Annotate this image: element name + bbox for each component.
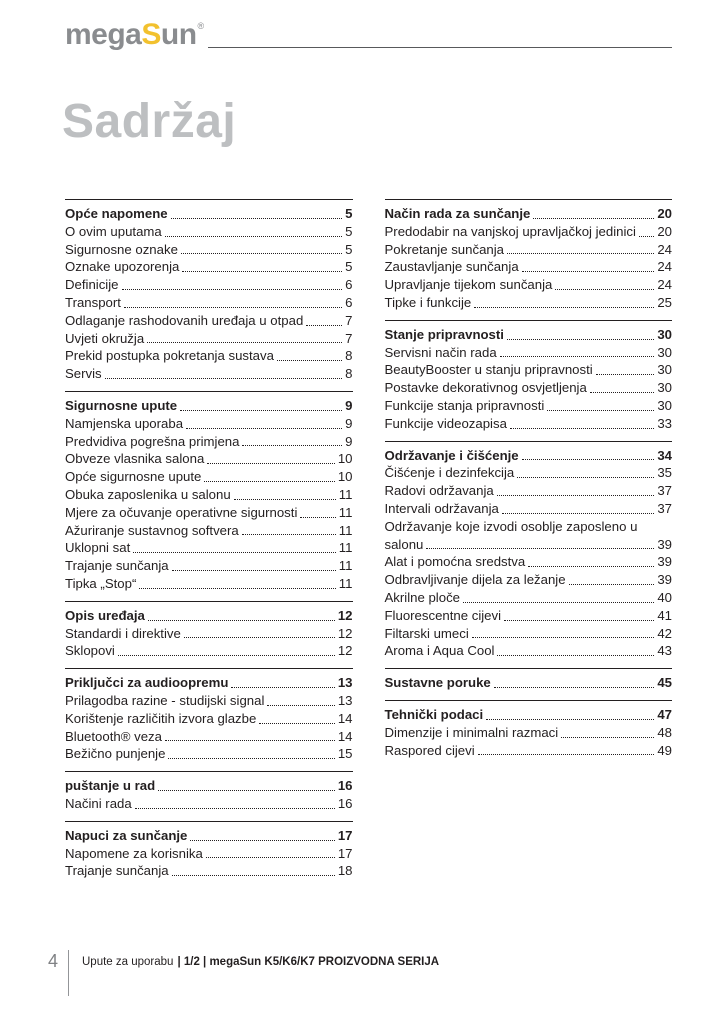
toc-column-right bbox=[385, 199, 673, 888]
toc-page-number: 5 bbox=[345, 206, 353, 221]
toc-entry-label: Definicije bbox=[65, 277, 119, 293]
toc-entry bbox=[385, 625, 673, 643]
dot-leader bbox=[522, 459, 655, 460]
toc-page-number: 12 bbox=[337, 643, 353, 659]
toc-entry-label: Transport bbox=[65, 294, 121, 310]
toc-page-number: 11 bbox=[338, 486, 353, 502]
toc-entry bbox=[385, 361, 673, 379]
toc-entry bbox=[65, 862, 353, 880]
toc-entry-label: puštanje u rad bbox=[65, 778, 156, 794]
toc-entry-label: Obuka zaposlenika u salonu bbox=[65, 486, 231, 502]
toc-page-number: 11 bbox=[338, 522, 353, 538]
toc-section bbox=[65, 601, 353, 660]
toc-page-number: 45 bbox=[657, 675, 672, 691]
toc-entry bbox=[65, 330, 353, 348]
toc-entry bbox=[385, 223, 673, 241]
dot-leader bbox=[168, 758, 334, 759]
dot-leader bbox=[184, 637, 335, 638]
toc-entry-label: Predvidiva pogrešna primjena bbox=[65, 433, 240, 449]
toc-entry-label: Zaustavljanje sunčanja bbox=[384, 259, 519, 275]
toc-section bbox=[65, 668, 353, 763]
toc-entry bbox=[65, 795, 353, 813]
toc-page-number: 5 bbox=[345, 223, 353, 239]
toc-entry bbox=[65, 539, 353, 557]
toc-entry bbox=[385, 276, 673, 294]
dot-leader bbox=[486, 719, 654, 720]
toc-section-header bbox=[65, 397, 353, 415]
logo-text-un: un bbox=[160, 18, 197, 51]
toc-entry-label: Fluorescentne cijevi bbox=[384, 607, 502, 623]
toc-entry-label: Funkcije videozapisa bbox=[384, 415, 507, 431]
toc-entry bbox=[385, 464, 673, 482]
toc-entry-label: Mjere za očuvanje operativne sigurnosti bbox=[65, 504, 298, 520]
toc-section bbox=[385, 320, 673, 433]
toc-page-number: 13 bbox=[337, 692, 353, 708]
dot-leader bbox=[507, 253, 654, 254]
toc-entry-label: Sustavne poruke bbox=[384, 675, 491, 691]
toc-section bbox=[65, 199, 353, 383]
toc-entry-label: Korištenje različitih izvora glazbe bbox=[65, 710, 257, 726]
dot-leader bbox=[135, 808, 335, 809]
toc-entry-label: Napuci za sunčanje bbox=[65, 827, 188, 843]
dot-leader bbox=[528, 566, 654, 567]
dot-leader bbox=[139, 588, 335, 589]
toc-entry bbox=[385, 724, 673, 742]
toc-section bbox=[65, 771, 353, 813]
page-footer bbox=[36, 950, 439, 996]
dot-leader bbox=[133, 552, 336, 553]
toc-page-number: 17 bbox=[337, 845, 353, 861]
toc-entry bbox=[385, 258, 673, 276]
header-rule bbox=[208, 47, 672, 48]
dot-leader bbox=[639, 236, 654, 237]
dot-leader bbox=[267, 705, 334, 706]
toc-entry-label: salonu bbox=[384, 536, 424, 552]
toc-entry bbox=[385, 379, 673, 397]
dot-leader bbox=[242, 445, 342, 446]
dot-leader bbox=[561, 737, 654, 738]
toc-entry-label: Servisni način rada bbox=[384, 344, 497, 360]
toc-entry bbox=[385, 742, 673, 760]
dot-leader bbox=[180, 410, 342, 411]
dot-leader bbox=[463, 602, 654, 603]
dot-leader bbox=[234, 499, 336, 500]
toc-entry-label: Namjenska uporaba bbox=[65, 415, 184, 431]
dot-leader bbox=[182, 271, 342, 272]
toc-entry-label: Način rada za sunčanje bbox=[384, 206, 531, 221]
toc-page-number: 40 bbox=[657, 589, 672, 605]
toc-entry-label: Standardi i direktive bbox=[65, 625, 181, 641]
toc-page-number: 15 bbox=[337, 746, 353, 762]
toc-page-number: 14 bbox=[337, 710, 353, 726]
toc-entry bbox=[65, 728, 353, 746]
toc-page-number: 33 bbox=[657, 415, 672, 431]
logo-text-mega: mega bbox=[65, 18, 142, 51]
toc-entry-label: Opis uređaja bbox=[65, 607, 145, 623]
toc-entry bbox=[65, 365, 353, 383]
footer-text bbox=[82, 956, 439, 968]
dot-leader bbox=[504, 620, 654, 621]
dot-leader bbox=[122, 289, 343, 290]
toc-entry bbox=[65, 276, 353, 294]
toc-entry-label: Priključci za audioopremu bbox=[65, 675, 229, 691]
dot-leader bbox=[426, 548, 654, 549]
toc-section bbox=[385, 199, 673, 312]
toc-entry-label: Funkcije stanja pripravnosti bbox=[384, 397, 545, 413]
dot-leader bbox=[158, 790, 335, 791]
toc-page-number: 11 bbox=[338, 575, 353, 591]
dot-leader bbox=[494, 687, 655, 688]
toc-entry bbox=[65, 642, 353, 660]
toc-page-number: 7 bbox=[345, 330, 353, 346]
dot-leader bbox=[510, 428, 654, 429]
toc-entry-label: Opće sigurnosne upute bbox=[65, 469, 202, 485]
toc-page-number: 8 bbox=[345, 366, 353, 382]
toc-entry-label: Napomene za korisnika bbox=[65, 845, 203, 861]
toc-entry-label: Tehnički podaci bbox=[384, 706, 484, 722]
dot-leader bbox=[547, 410, 654, 411]
toc-entry-label: Stanje pripravnosti bbox=[384, 326, 504, 342]
toc-section-header bbox=[385, 706, 673, 724]
toc-entry-label: Bluetooth® veza bbox=[65, 728, 162, 744]
toc-entry bbox=[65, 504, 353, 522]
toc-page-number: 39 bbox=[657, 572, 672, 588]
page-title: Sadržaj bbox=[62, 95, 237, 148]
toc-entry bbox=[385, 294, 673, 312]
toc-page-number: 10 bbox=[337, 469, 353, 485]
toc-entry-label: Predodabir na vanjskoj upravljačkoj jedinici bbox=[384, 223, 636, 239]
toc-entry-label: Postavke dekorativnog osvjetljenja bbox=[384, 380, 587, 396]
toc-section bbox=[385, 668, 673, 692]
toc-section bbox=[385, 700, 673, 759]
toc-entry-label: BeautyBooster u stanju pripravnosti bbox=[384, 362, 593, 378]
dot-leader bbox=[478, 754, 655, 755]
dot-leader bbox=[590, 392, 655, 393]
toc-entry-label: Dimenzije i minimalni razmaci bbox=[384, 724, 559, 740]
toc-entry bbox=[385, 571, 673, 589]
dot-leader bbox=[472, 637, 655, 638]
toc-page-number: 34 bbox=[657, 447, 672, 463]
dot-leader bbox=[148, 620, 335, 621]
toc-entry bbox=[65, 625, 353, 643]
toc-page-number: 6 bbox=[345, 294, 353, 310]
toc-page-number: 43 bbox=[657, 643, 672, 659]
toc-page-number: 48 bbox=[657, 724, 672, 740]
footer-text-bold: | 1/2 | megaSun K5/K6/K7 PROIZVODNA SERIJA bbox=[177, 956, 440, 968]
toc-entry-label: Odlaganje rashodovanih uređaja u otpad bbox=[65, 312, 304, 328]
toc-page-number: 25 bbox=[657, 294, 672, 310]
toc-entry bbox=[385, 607, 673, 625]
toc-section-header bbox=[65, 607, 353, 625]
footer-divider bbox=[68, 950, 69, 996]
toc-page-number: 10 bbox=[337, 451, 353, 467]
dot-leader bbox=[497, 655, 654, 656]
toc-entry-label: Opće napomene bbox=[65, 206, 168, 221]
dot-leader bbox=[502, 513, 654, 514]
toc-entry bbox=[65, 845, 353, 863]
dot-leader bbox=[306, 325, 342, 326]
toc-entry-label: Upravljanje tijekom sunčanja bbox=[384, 277, 553, 293]
megasun-logo bbox=[65, 20, 203, 50]
toc-entry-label: Prilagodba razine - studijski signal bbox=[65, 692, 265, 708]
dot-leader bbox=[165, 236, 342, 237]
registered-trademark-icon: ® bbox=[197, 21, 204, 31]
toc-entry bbox=[385, 500, 673, 518]
toc-entry bbox=[65, 450, 353, 468]
toc-entry bbox=[65, 522, 353, 540]
dot-leader bbox=[186, 428, 342, 429]
toc-entry-label: Trajanje sunčanja bbox=[65, 558, 169, 574]
toc-entry bbox=[385, 482, 673, 500]
toc-entry bbox=[65, 710, 353, 728]
toc-page-number: 16 bbox=[337, 795, 353, 811]
toc-entry-label: Uvjeti okružja bbox=[65, 330, 145, 346]
toc-entry bbox=[65, 294, 353, 312]
footer-page-number: 4 bbox=[47, 951, 58, 971]
dot-leader bbox=[206, 857, 335, 858]
toc-entry bbox=[65, 557, 353, 575]
dot-leader bbox=[596, 374, 655, 375]
toc-page-number: 9 bbox=[345, 415, 353, 431]
toc-section-header bbox=[65, 777, 353, 795]
toc-entry bbox=[65, 575, 353, 593]
dot-leader bbox=[124, 307, 342, 308]
toc-page-number: 24 bbox=[657, 241, 672, 257]
toc-page-number: 7 bbox=[345, 312, 353, 328]
toc-entry bbox=[65, 312, 353, 330]
toc-entry bbox=[65, 258, 353, 276]
toc-section-header bbox=[65, 827, 353, 845]
toc-page-number: 20 bbox=[657, 223, 672, 239]
toc-page-number: 47 bbox=[657, 706, 672, 722]
dot-leader bbox=[231, 687, 334, 688]
toc-page-number: 9 bbox=[345, 397, 353, 413]
table-of-contents bbox=[65, 199, 672, 888]
toc-page-number: 42 bbox=[657, 625, 672, 641]
toc-page-number: 30 bbox=[657, 344, 672, 360]
dot-leader bbox=[204, 481, 334, 482]
toc-entry-label: Čišćenje i dezinfekcija bbox=[384, 465, 515, 481]
toc-page-number: 18 bbox=[337, 863, 353, 879]
toc-page-number: 13 bbox=[337, 675, 353, 691]
dot-leader bbox=[181, 253, 342, 254]
toc-entry-label: Alat i pomoćna sredstva bbox=[384, 554, 526, 570]
toc-column-left bbox=[65, 199, 353, 888]
dot-leader bbox=[522, 271, 655, 272]
toc-entry-label: Oznake upozorenja bbox=[65, 259, 180, 275]
dot-leader bbox=[517, 477, 654, 478]
toc-section-header bbox=[385, 326, 673, 344]
dot-leader bbox=[277, 360, 342, 361]
toc-entry-label: Pokretanje sunčanja bbox=[384, 241, 504, 257]
toc-page-number: 17 bbox=[337, 827, 353, 843]
dot-leader bbox=[507, 339, 654, 340]
toc-entry-label: Tipke i funkcije bbox=[384, 294, 472, 310]
dot-leader bbox=[569, 584, 655, 585]
toc-section bbox=[385, 441, 673, 661]
toc-section-header bbox=[385, 205, 673, 223]
toc-page-number: 16 bbox=[337, 778, 353, 794]
page-header bbox=[65, 20, 672, 50]
toc-entry bbox=[65, 433, 353, 451]
toc-page-number: 30 bbox=[657, 397, 672, 413]
dot-leader bbox=[118, 655, 335, 656]
toc-entry bbox=[385, 344, 673, 362]
toc-entry-label: Odbravljivanje dijela za ležanje bbox=[384, 572, 566, 588]
toc-entry-label: Filtarski umeci bbox=[384, 625, 469, 641]
toc-page-number: 5 bbox=[345, 241, 353, 257]
dot-leader bbox=[500, 356, 655, 357]
dot-leader bbox=[207, 463, 335, 464]
toc-page-number: 6 bbox=[345, 277, 353, 293]
toc-page-number: 39 bbox=[657, 536, 672, 552]
toc-page-number: 30 bbox=[657, 380, 672, 396]
toc-entry-label: Akrilne ploče bbox=[384, 589, 460, 605]
toc-entry-label: Bežično punjenje bbox=[65, 746, 166, 762]
toc-entry bbox=[65, 486, 353, 504]
toc-entry bbox=[65, 223, 353, 241]
toc-entry bbox=[385, 241, 673, 259]
toc-section-header bbox=[65, 205, 353, 223]
dot-leader bbox=[171, 218, 343, 219]
toc-entry bbox=[385, 415, 673, 433]
dot-leader bbox=[259, 723, 335, 724]
toc-page-number: 41 bbox=[657, 607, 672, 623]
dot-leader bbox=[474, 307, 654, 308]
toc-entry-label: Servis bbox=[65, 366, 102, 382]
toc-entry-label: Intervali održavanja bbox=[384, 500, 499, 516]
toc-entry bbox=[65, 347, 353, 365]
toc-section-header bbox=[385, 674, 673, 692]
toc-entry-label: Uklopni sat bbox=[65, 540, 131, 556]
toc-entry bbox=[385, 397, 673, 415]
toc-page-number: 12 bbox=[337, 625, 353, 641]
toc-entry-label: Trajanje sunčanja bbox=[65, 863, 169, 879]
dot-leader bbox=[300, 517, 335, 518]
toc-page-number: 14 bbox=[337, 728, 353, 744]
toc-page-number: 30 bbox=[657, 326, 672, 342]
dot-leader bbox=[533, 218, 654, 219]
toc-page-number: 5 bbox=[345, 259, 353, 275]
toc-entry bbox=[385, 536, 673, 554]
toc-page-number: 8 bbox=[345, 348, 353, 364]
toc-entry bbox=[65, 241, 353, 259]
toc-entry bbox=[385, 642, 673, 660]
toc-entry bbox=[385, 553, 673, 571]
dot-leader bbox=[555, 289, 654, 290]
toc-page-number: 24 bbox=[657, 259, 672, 275]
toc-page-number: 37 bbox=[657, 500, 672, 516]
toc-section-header bbox=[385, 447, 673, 465]
toc-entry bbox=[385, 589, 673, 607]
toc-entry bbox=[65, 415, 353, 433]
toc-page-number: 12 bbox=[337, 607, 353, 623]
toc-entry-label: Tipka „Stop“ bbox=[65, 575, 137, 591]
toc-page-number: 20 bbox=[657, 206, 672, 221]
toc-page-number: 30 bbox=[657, 362, 672, 378]
toc-page-number: 11 bbox=[338, 504, 353, 520]
toc-entry-label: Prekid postupka pokretanja sustava bbox=[65, 348, 274, 364]
toc-entry-label: Sigurnosne oznake bbox=[65, 241, 178, 257]
toc-entry-label: Obveze vlasnika salona bbox=[65, 451, 205, 467]
toc-entry-label: Aroma i Aqua Cool bbox=[384, 643, 495, 659]
dot-leader bbox=[497, 495, 655, 496]
toc-entry-label: Sklopovi bbox=[65, 643, 115, 659]
dot-leader bbox=[172, 570, 336, 571]
toc-page-number: 49 bbox=[657, 742, 672, 758]
dot-leader bbox=[105, 378, 343, 379]
toc-section-header bbox=[65, 674, 353, 692]
toc-page-number: 11 bbox=[338, 540, 353, 556]
toc-page-number: 24 bbox=[657, 277, 672, 293]
toc-entry-label: Održavanje i čišćenje bbox=[384, 447, 519, 463]
dot-leader bbox=[147, 342, 342, 343]
toc-page-number: 37 bbox=[657, 483, 672, 499]
toc-section bbox=[65, 391, 353, 593]
toc-entry-label: Ažuriranje sustavnog softvera bbox=[65, 522, 239, 538]
toc-entry-label: Načini rada bbox=[65, 795, 132, 811]
footer-text-regular: Upute za uporabu bbox=[82, 956, 174, 968]
toc-page-number: 35 bbox=[657, 465, 672, 481]
toc-entry bbox=[385, 518, 673, 536]
toc-entry-label: Raspored cijevi bbox=[384, 742, 475, 758]
toc-entry-label: Održavanje koje izvodi osoblje zaposleno u bbox=[384, 518, 638, 534]
toc-entry bbox=[65, 692, 353, 710]
toc-page-number: 9 bbox=[345, 433, 353, 449]
toc-page-number: 39 bbox=[657, 554, 672, 570]
dot-leader bbox=[165, 740, 335, 741]
dot-leader bbox=[242, 534, 336, 535]
toc-page-number: 11 bbox=[338, 558, 353, 574]
dot-leader bbox=[172, 875, 335, 876]
toc-entry-label: O ovim uputama bbox=[65, 223, 162, 239]
dot-leader bbox=[190, 840, 334, 841]
toc-entry-label: Radovi održavanja bbox=[384, 483, 494, 499]
toc-entry-label: Sigurnosne upute bbox=[65, 397, 178, 413]
toc-section bbox=[65, 821, 353, 880]
logo-text-s: S bbox=[141, 18, 161, 51]
toc-entry bbox=[65, 468, 353, 486]
toc-entry bbox=[65, 745, 353, 763]
